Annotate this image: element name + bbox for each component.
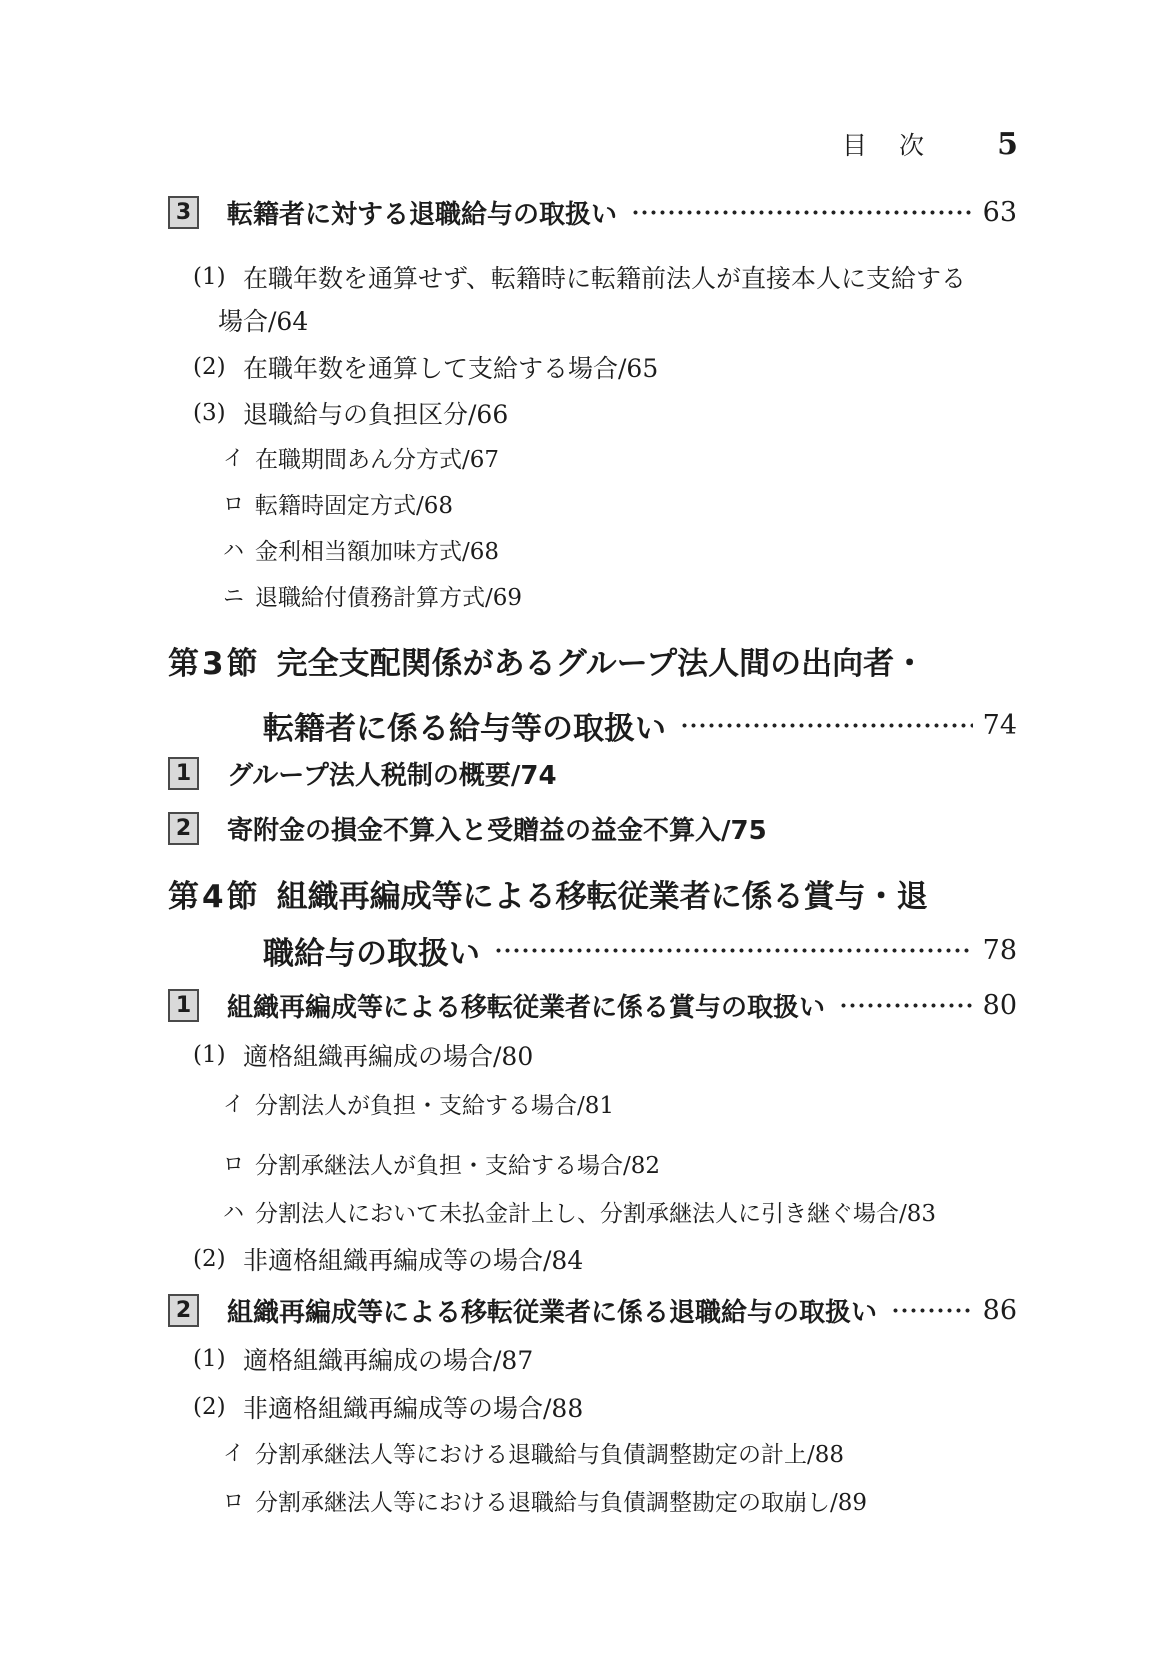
toc-entry	[223, 1146, 660, 1180]
entry-text: 組織再編成等による移転従業者に係る賞与の取扱い	[227, 992, 826, 1023]
entry-marker: ロ	[223, 492, 244, 516]
toc-entry	[193, 348, 658, 386]
entry-text: 適格組織再編成の場合/80	[243, 1042, 534, 1071]
toc-entry	[223, 1194, 936, 1228]
toc-section-heading-continuation	[263, 927, 1017, 973]
toc-entry	[223, 1086, 614, 1120]
section-marker: 第3節	[168, 645, 261, 682]
entry-marker: ロ	[223, 1152, 244, 1176]
entry-marker: (1)	[193, 1346, 226, 1372]
entry-text: 非適格組織再編成等の場合/88	[243, 1394, 584, 1423]
entry-text: 分割法人において未払金計上し、分割承継法人に引き継ぐ場合/83	[255, 1200, 937, 1227]
entry-marker: (2)	[193, 1394, 226, 1420]
dot-leader	[891, 1290, 973, 1330]
entry-marker: イ	[223, 1092, 244, 1116]
toc-entry-continuation	[218, 301, 308, 339]
dot-leader	[680, 702, 973, 748]
dot-leader	[494, 927, 973, 973]
entry-text: 場合/64	[218, 307, 309, 336]
item-number-box: 1	[168, 757, 199, 790]
entry-text: 転籍者に対する退職給与の取扱い	[227, 199, 618, 230]
entry-page-number: 78	[982, 934, 1017, 966]
entry-text: 分割承継法人が負担・支給する場合/82	[255, 1152, 661, 1179]
entry-page-number: 80	[982, 989, 1017, 1021]
entry-marker: ハ	[223, 538, 244, 562]
entry-text: 適格組織再編成の場合/87	[243, 1346, 534, 1375]
entry-text: 退職給付債務計算方式/69	[255, 584, 523, 611]
entry-text: 組織再編成等による移転従業者に係る退職給与の取扱い	[227, 1297, 878, 1328]
toc-entry	[193, 258, 966, 296]
entry-marker: (1)	[193, 1042, 226, 1068]
entry-page-number: 74	[982, 709, 1017, 741]
toc-entry	[223, 1483, 867, 1517]
dot-leader	[631, 192, 973, 232]
toc-entry	[193, 394, 508, 432]
entry-text: 退職給与の負担区分/66	[243, 400, 509, 429]
entry-text: 完全支配関係があるグループ法人間の出向者・	[276, 645, 926, 682]
page-number: 5	[997, 127, 1018, 162]
toc-section-heading	[168, 870, 928, 916]
item-number-box: 2	[168, 812, 199, 845]
toc-section-heading-continuation	[263, 702, 1017, 748]
entry-text: グループ法人税制の概要/74	[227, 760, 557, 791]
entry-text: 在職期間あん分方式/67	[255, 446, 500, 473]
toc-entry	[168, 1290, 1017, 1330]
toc-entry	[223, 578, 522, 612]
item-number-box: 1	[168, 989, 199, 1022]
entry-text: 転籍者に係る給与等の取扱い	[263, 710, 666, 747]
entry-marker: ハ	[223, 1200, 244, 1224]
toc-entry	[168, 753, 557, 793]
toc-entry	[223, 440, 499, 474]
item-number-box: 2	[168, 1294, 199, 1327]
toc-entry	[223, 486, 453, 520]
toc-title: 目 次	[842, 131, 936, 160]
entry-text: 在職年数を通算して支給する場合/65	[243, 354, 659, 383]
toc-entry	[168, 808, 767, 848]
entry-marker: ニ	[223, 584, 244, 608]
entry-text: 分割法人が負担・支給する場合/81	[255, 1092, 615, 1119]
entry-text: 分割承継法人等における退職給与負債調整勘定の取崩し/89	[255, 1489, 868, 1516]
item-number-box: 3	[168, 196, 199, 229]
entry-marker: (2)	[193, 1246, 226, 1272]
entry-text: 転籍時固定方式/68	[255, 492, 454, 519]
toc-entry	[223, 1435, 844, 1469]
toc-entry	[193, 1340, 533, 1378]
entry-page-number: 86	[982, 1294, 1017, 1326]
entry-marker: (1)	[193, 264, 226, 290]
entry-text: 金利相当額加味方式/68	[255, 538, 500, 565]
toc-entry	[193, 1036, 533, 1074]
toc-entry	[168, 985, 1017, 1025]
entry-text: 寄附金の損金不算入と受贈益の益金不算入/75	[227, 815, 767, 846]
entry-text: 在職年数を通算せず、転籍時に転籍前法人が直接本人に支給する	[243, 264, 967, 293]
toc-entry	[193, 1388, 583, 1426]
page-header	[842, 126, 1018, 164]
entry-text: 組織再編成等による移転従業者に係る賞与・退	[276, 878, 928, 915]
entry-text: 分割承継法人等における退職給与負債調整勘定の計上/88	[255, 1441, 845, 1468]
entry-marker: (3)	[193, 400, 226, 426]
entry-marker: ロ	[223, 1489, 244, 1513]
entry-text: 職給与の取扱い	[263, 935, 480, 972]
toc-entry	[223, 532, 499, 566]
toc-section-heading	[168, 637, 925, 683]
entry-marker: イ	[223, 1441, 244, 1465]
entry-marker: イ	[223, 446, 244, 470]
section-marker: 第4節	[168, 878, 261, 915]
dot-leader	[839, 985, 973, 1025]
toc-entry	[193, 1240, 583, 1278]
entry-marker: (2)	[193, 354, 226, 380]
entry-text: 非適格組織再編成等の場合/84	[243, 1246, 584, 1275]
toc-entry	[168, 192, 1017, 232]
entry-page-number: 63	[982, 196, 1017, 228]
